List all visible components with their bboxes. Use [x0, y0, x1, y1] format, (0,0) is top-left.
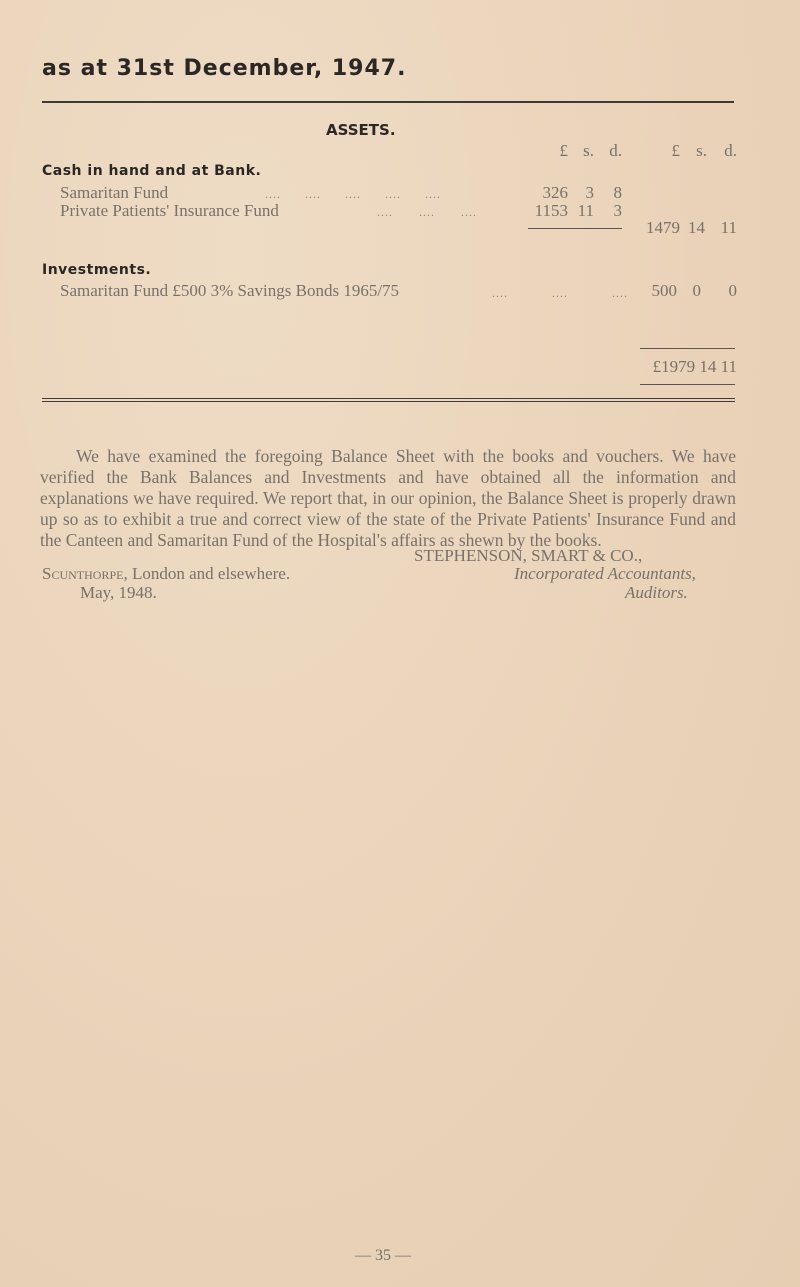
subtotal-rule: [528, 228, 622, 229]
auditor-role: Incorporated Accountants,: [514, 564, 696, 583]
cash-row-pounds: 1153: [534, 201, 568, 220]
cash-subtotal-pence: 11: [720, 218, 737, 237]
auditor-location: [42, 564, 290, 584]
cash-row-label: Samaritan Fund: [60, 183, 169, 202]
auditor-title: Auditors.: [625, 583, 688, 602]
report-date: May, 1948.: [80, 583, 157, 602]
leader-dots: .... .... .... .... ....: [265, 187, 441, 201]
col2-header-shillings: s.: [696, 141, 707, 160]
grand-total: £1979 14 11: [652, 357, 737, 376]
cash-subtotal-shillings: 14: [688, 218, 705, 237]
total-top-rule: [640, 348, 735, 349]
location-town: Scunthorpe: [42, 564, 124, 583]
total-bottom-rule: [640, 384, 735, 385]
page-title: as at 31st December, 1947.: [42, 56, 407, 81]
cash-subtotal-pounds: 1479: [646, 218, 680, 237]
page-number: — 35 —: [355, 1247, 411, 1264]
col1-header-pence: d.: [609, 141, 622, 160]
col2-header-pounds: £: [671, 141, 680, 160]
cash-row-shillings: 3: [585, 183, 594, 202]
cash-row-pence: 3: [613, 201, 622, 220]
cash-row-shillings: 11: [577, 201, 594, 220]
investment-row-pounds: 500: [651, 281, 677, 300]
double-rule: [42, 398, 735, 402]
col1-header-pounds: £: [559, 141, 568, 160]
leader-dots: .... .... ....: [377, 205, 477, 219]
investment-row-label: Samaritan Fund £500 3% Savings Bonds 1965/75: [60, 281, 400, 300]
auditors-report-paragraph: We have examined the foregoing Balance Sheet with the books and vouchers. We have verified the Bank Balances and Investments and have obtained all the information and explanations we have required. We report that, in our opinion, the Balance Sheet is properly drawn up so as to exhibit a true and correct view of the state of the Private Patients' Insurance Fund and the Canteen and Samaritan Fund of the Hospital's affairs as shewn by the books.: [40, 446, 736, 550]
leader-dots: .... .... ....: [492, 286, 628, 300]
cash-heading: Cash in hand and at Bank.: [42, 163, 262, 179]
cash-row-pounds: 326: [542, 183, 568, 202]
top-rule: [42, 101, 734, 103]
location-rest: , London and elsewhere.: [123, 564, 291, 583]
investments-heading: Investments.: [42, 262, 152, 278]
cash-row-pence: 8: [613, 183, 622, 202]
investment-row-shillings: 0: [692, 281, 701, 300]
cash-row-label: Private Patients' Insurance Fund: [60, 201, 279, 220]
investment-row-pence: 0: [728, 281, 737, 300]
col2-header-pence: d.: [724, 141, 737, 160]
section-title: ASSETS.: [326, 121, 396, 139]
col1-header-shillings: s.: [583, 141, 594, 160]
auditor-firm: STEPHENSON, SMART & CO.,: [414, 546, 643, 565]
